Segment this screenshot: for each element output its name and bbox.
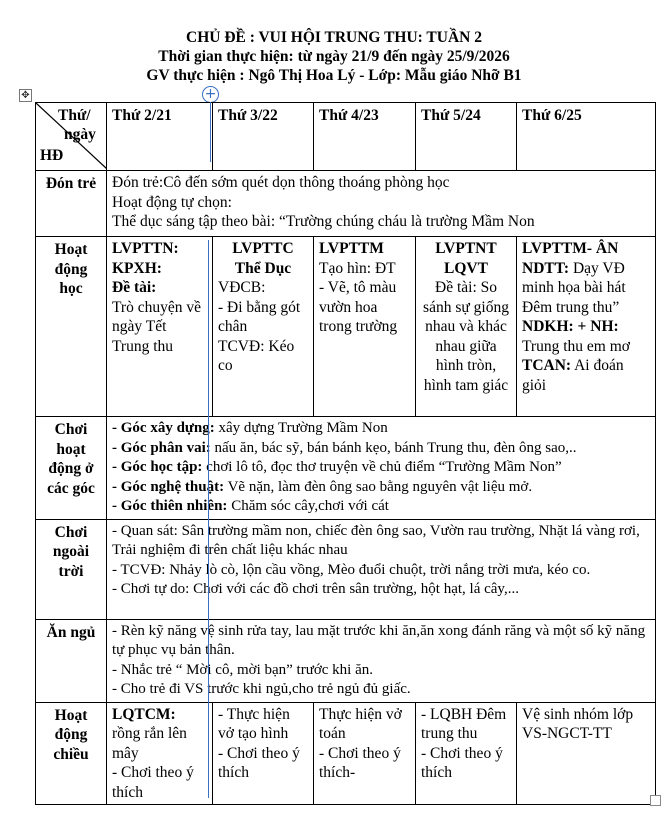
weekly-plan-table — [35, 102, 656, 805]
table-row-hoat-dong-hoc — [36, 237, 656, 417]
hoc-fri-cell[interactable] — [517, 237, 656, 417]
list-item: - Chơi tự do: Chơi với các đồ chơi trên sân trường, hột hạt, lá cây,... — [112, 581, 519, 597]
hoc-thu-cell[interactable] — [416, 237, 517, 417]
hoc-tue-cell[interactable] — [213, 237, 314, 417]
don-tre-line: Đón trẻ:Cô đến sớm quét dọn thông thoáng phòng học — [112, 174, 450, 191]
insert-column-icon[interactable]: + — [202, 86, 219, 103]
row-label-choi-goc — [36, 417, 107, 520]
chieu-mon-cell[interactable] — [107, 702, 213, 805]
row-label-hoat-dong-hoc — [36, 237, 107, 417]
corner-label-hd: HĐ — [40, 147, 64, 164]
hoc-fri-text: Dạy VĐ minh họa bài hát Đêm trung thu” — [522, 259, 626, 316]
row-label-choi-ngoai-troi — [36, 519, 107, 619]
day-header-thu[interactable]: Thứ 5/24 — [416, 103, 517, 171]
row-label-hoat-dong-chieu — [36, 702, 107, 805]
row-label-line: Hoạt — [54, 706, 88, 724]
list-item: - TCVĐ: Nhảy lò cò, lộn cầu vồng, Mèo đuổi chuột, trời nắng trời mưa, kéo co. — [112, 561, 591, 578]
hoc-fri-title: LVPTTM- ÂN — [522, 240, 619, 257]
don-tre-line: Thể dục sáng tập theo bài: “Trường chúng cháu là trường Mầm Non — [112, 213, 535, 230]
list-item — [112, 478, 650, 498]
table-row-choi-goc — [36, 417, 656, 520]
list-item: - Quan sát: Sân trường mầm non, chiếc đèn ông sao, Vườn rau trường, Nhặt lá vàng rơi, Trải nghiệm đi trên chất liệu khác nhau — [112, 522, 640, 558]
column-guide-line — [208, 240, 209, 798]
choi-ngoai-troi-cell[interactable] — [107, 519, 656, 619]
plan-teacher: GV thực hiện : Ngô Thị Hoa Lý - Lớp: Mẫu giáo Nhỡ B1 — [146, 67, 522, 84]
don-tre-cell[interactable] — [107, 171, 656, 237]
hoc-mon-body: Trò chuyện về ngày Tết Trung thu — [112, 298, 201, 355]
list-item: - Rèn kỹ năng vệ sinh rửa tay, lau mặt trước khi ăn,ăn xong đánh răng và một số kỹ năng tự phục vụ bản thân. — [112, 622, 646, 658]
hoc-fri-key: NDTT: — [522, 259, 570, 277]
hoc-wed-line: Tạo hìn: ĐT — [319, 259, 396, 277]
table-move-handle-icon[interactable]: ✥ — [19, 89, 32, 102]
table-row-days — [36, 103, 656, 171]
table-row-don-tre — [36, 171, 656, 237]
corner-label-thu: Thứ/ — [58, 107, 91, 124]
goc-text: Vẽ nặn, làm đèn ông sao bằng nguyên vật liệu mở. — [224, 478, 533, 495]
chieu-wed-cell[interactable] — [314, 702, 416, 805]
goc-key: - Góc thiên nhiên: — [112, 498, 228, 514]
hoc-tue-line: - Đi bằng gót chân — [218, 298, 301, 335]
hoc-thu-title: LVPTNT — [435, 240, 497, 257]
list-item — [112, 497, 650, 517]
chieu-thu-line: - LQBH Đêm trung thu — [421, 705, 507, 742]
table-resize-handle-icon[interactable] — [650, 795, 661, 806]
list-item — [112, 419, 650, 439]
goc-key: - Góc học tập: — [112, 459, 203, 475]
hoc-tue-line: TCVĐ: Kéo co — [218, 337, 295, 374]
row-label-line: động — [54, 726, 88, 743]
row-label-line: ngoài — [52, 543, 90, 560]
row-label-line: Hoạt — [54, 241, 88, 258]
goc-text: xây dựng Trường Mầm Non — [214, 420, 388, 436]
hoc-fri-text: Ai đoán giỏi — [522, 357, 624, 394]
list-item — [112, 458, 650, 478]
table-row-choi-ngoai-troi — [36, 519, 656, 619]
hoc-tue-title: LVPTTC — [232, 240, 294, 257]
row-label-don-tre: Đón trẻ — [36, 171, 107, 237]
goc-text: nấu ăn, bác sỹ, bán bánh kẹo, bánh Trung thu, đèn ông sao,.. — [210, 439, 577, 456]
chieu-mon-title: LQTCM: — [112, 705, 176, 723]
an-ngu-cell[interactable] — [107, 619, 656, 702]
row-label-line: học — [59, 280, 83, 297]
goc-key: - Góc xây dựng: — [112, 420, 215, 436]
row-label-line: động — [54, 260, 88, 278]
hoc-tue-line: VĐCB: — [218, 279, 266, 296]
goc-key: - Góc phân vai: — [112, 439, 211, 456]
day-header-tue[interactable]: Thứ 3/22 — [213, 103, 314, 171]
corner-label-ngay: ngày — [64, 126, 96, 143]
row-label-line: các góc — [47, 479, 95, 497]
row-label-line: hoạt — [56, 440, 86, 458]
day-header-wed[interactable]: Thứ 4/23 — [314, 103, 416, 171]
row-label-line: trời — [58, 562, 84, 580]
chieu-wed-line: Thực hiện vở toán — [319, 705, 402, 742]
hoc-mon-subtitle: Đề tài: — [112, 279, 157, 296]
row-label-line: Chơi — [54, 523, 88, 541]
row-label-line: Chơi — [54, 421, 88, 438]
hoc-thu-body: Đề tài: So sánh sự giống nhau và khác nhau giữa hình tròn, hình tam giác — [423, 279, 509, 394]
row-label-an-ngu: Ăn ngủ — [36, 619, 107, 702]
day-header-fri[interactable]: Thứ 6/25 — [517, 103, 656, 171]
hoc-wed-title: LVPTTM — [319, 240, 384, 257]
hoc-fri-key: NDKH: + NH: — [522, 318, 619, 335]
plan-title: CHỦ ĐỀ : VUI HỘI TRUNG THU: TUẦN 2 — [186, 29, 482, 46]
day-header-mon[interactable]: Thứ 2/21 — [107, 103, 213, 171]
hoc-fri-key: TCAN: — [522, 357, 572, 374]
table-row-hoat-dong-chieu — [36, 702, 656, 805]
chieu-thu-line: - Chơi theo ý thích — [421, 744, 503, 781]
list-item: - Nhắc trẻ “ Mời cô, mời bạn” trước khi ăn. — [112, 661, 374, 678]
hoc-tue-title: Thể Dục — [234, 259, 292, 277]
hoc-wed-cell[interactable] — [314, 237, 416, 417]
hoc-fri-text: Trung thu em mơ — [522, 337, 630, 355]
goc-text: chơi lô tô, đọc thơ truyện về chủ điểm “Trường Mầm Non” — [202, 459, 562, 475]
don-tre-line: Hoạt động tự chọn: — [112, 193, 232, 211]
hoc-mon-title: LVPTTN: KPXH: — [112, 240, 179, 277]
list-item: - Cho trẻ đi VS trước khi ngủ,cho trẻ ngủ đủ giấc. — [112, 681, 411, 697]
chieu-wed-line: - Chơi theo ý thích- — [319, 744, 401, 781]
chieu-mon-line: - Chơi theo ý thích — [112, 764, 194, 801]
choi-goc-cell[interactable] — [107, 417, 656, 520]
row-label-line: chiều — [53, 745, 89, 763]
chieu-tue-cell[interactable] — [213, 702, 314, 805]
goc-key: - Góc nghệ thuật: — [112, 478, 225, 495]
table-row-an-ngu — [36, 619, 656, 702]
chieu-tue-line: - Thực hiện vở tạo hình — [218, 705, 290, 742]
hoc-thu-title: LQVT — [444, 259, 488, 277]
corner-cell — [36, 103, 107, 171]
chieu-fri-cell[interactable] — [517, 702, 656, 805]
goc-text: Chăm sóc cây,chơi với cát — [227, 498, 389, 514]
chieu-fri-line: Vệ sinh nhóm lớp VS-NGCT-TT — [522, 705, 634, 742]
chieu-thu-cell[interactable] — [416, 702, 517, 805]
plan-time: Thời gian thực hiện: từ ngày 21/9 đến ngày 25/9/2026 — [158, 48, 510, 65]
chieu-tue-line: - Chơi theo ý thích — [218, 744, 300, 781]
row-label-line: động ở — [48, 460, 94, 477]
list-item — [112, 439, 650, 459]
hoc-mon-cell[interactable] — [107, 237, 213, 417]
chieu-mon-line: rồng rắn lên mây — [112, 725, 187, 762]
hoc-wed-line: - Vẽ, tô màu vườn hoa trong trường — [319, 279, 398, 335]
column-guide-line — [210, 102, 211, 162]
